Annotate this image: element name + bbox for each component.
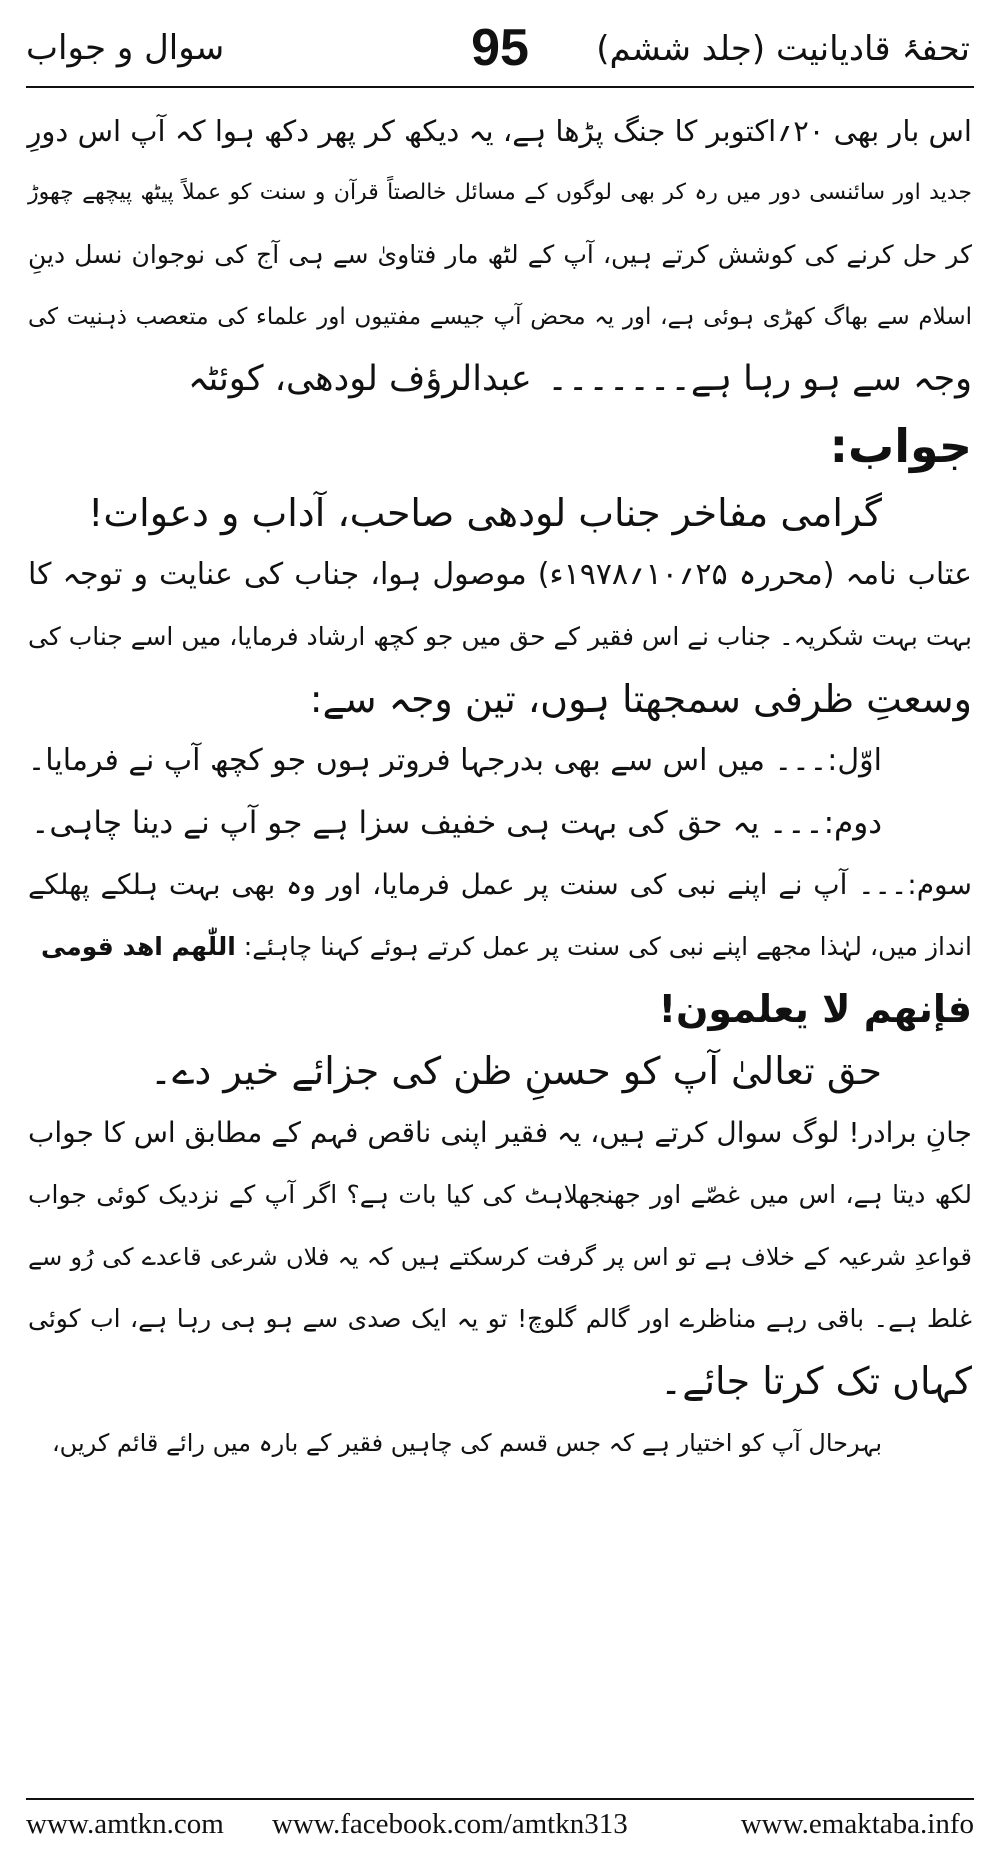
point-third-line xyxy=(28,916,972,978)
questioner-signature: عبدالرؤف لودھی، کوئٹہ xyxy=(188,359,532,399)
footer-link-amtkn[interactable]: www.amtkn.com xyxy=(26,1808,224,1840)
paragraph-line: قواعدِ شرعیہ کے خلاف ہے تو اس پر گرفت کرسکتے ہیں کہ یہ فلاں شرعی قاعدے کی رُو سے xyxy=(28,1243,972,1271)
paragraph-line: عتاب نامہ (محررہ ۲۵؍۱۰؍۱۹۷۸ء) موصول ہوا، جناب کی عنایت و توجہ کا xyxy=(28,557,972,592)
paragraph-line: لکھ دیتا ہے، اس میں غصّے اور جھنجھلاہٹ کی کیا بات ہے؟ اگر آپ کے نزدیک کوئی جواب xyxy=(28,1180,972,1209)
answer-heading: جواب: xyxy=(829,419,972,473)
question-line: کر حل کرنے کی کوشش کرتے ہیں، آپ کے لٹھ مار فتاویٰ سے ہی آج کی نوجوان نسل دینِ xyxy=(28,240,972,269)
arabic-dua: اللّٰھم اھد قومی xyxy=(40,932,236,961)
point-first: اوّل:۔۔۔ میں اس سے بھی بدرجہا فروتر ہوں جو کچھ آپ نے فرمایا۔ xyxy=(27,743,882,778)
question-line: اسلام سے بھاگ کھڑی ہوئی ہے، اور یہ محض آپ جیسے مفتیوں اور علماء کی متعصب ذہنیت کی xyxy=(28,304,972,330)
question-line: اس بار بھی ۲۰؍اکتوبر کا جنگ پڑھا ہے، یہ دیکھ کر پھر دکھ ہوا کہ آپ اس دورِ xyxy=(27,114,972,148)
paragraph-line: بہت بہت شکریہ۔ جناب نے اس فقیر کے حق میں جو کچھ ارشاد فرمایا، میں اسے جناب کی xyxy=(28,622,972,651)
footer-link-facebook[interactable]: www.facebook.com/amtkn313 xyxy=(272,1808,628,1840)
footer-divider xyxy=(26,1798,974,1800)
greeting-line: گرامی مفاخر جناب لودھی صاحب، آداب و دعوات! xyxy=(88,491,882,535)
arabic-dua-continued: فإنھم لا یعلمون! xyxy=(658,987,972,1031)
question-line: وجہ سے ہو رہا ہے۔۔۔۔۔۔۔ xyxy=(547,359,972,399)
paragraph-line: جانِ برادر! لوگ سوال کرتے ہیں، یہ فقیر اپنی ناقص فہم کے مطابق اس کا جواب xyxy=(28,1116,972,1149)
footer-link-emaktaba[interactable]: www.emaktaba.info xyxy=(740,1808,974,1840)
prayer-line: حق تعالیٰ آپ کو حسنِ ظن کی جزائے خیر دے۔ xyxy=(149,1049,882,1093)
point-third-text: انداز میں، لہٰذا مجھے اپنے نبی کی سنت پر عمل کرتے ہوئے کہنا چاہئے: xyxy=(243,932,972,961)
question-line: جدید اور سائنسی دور میں رہ کر بھی لوگوں کے مسائل خالصتاً قرآن و سنت کو عملاً پیٹھ پیچھے چھوڑ xyxy=(28,180,972,205)
closing-line: بہرحال آپ کو اختیار ہے کہ جس قسم کی چاہیں فقیر کے بارہ میں رائے قائم کریں، xyxy=(51,1429,882,1457)
question-last-line xyxy=(28,348,972,410)
page-number: 95 xyxy=(471,19,529,77)
point-second: دوم:۔۔۔ یہ حق کی بہت ہی خفیف سزا ہے جو آپ نے دینا چاہی۔ xyxy=(31,805,882,841)
paragraph-line: وسعتِ ظرفی سمجھتا ہوں، تین وجہ سے: xyxy=(309,677,972,721)
book-title: تحفۂ قادیانیت (جلد ششم) xyxy=(596,28,970,69)
page-body xyxy=(28,100,972,1474)
paragraph-line: کہاں تک کرتا جائے۔ xyxy=(659,1359,972,1403)
header-divider xyxy=(26,86,974,88)
point-third-line: سوم:۔۔۔ آپ نے اپنے نبی کی سنت پر عمل فرمایا، اور وہ بھی بہت ہلکے پھلکے xyxy=(28,868,972,901)
section-title: سوال و جواب xyxy=(26,28,225,68)
paragraph-line: غلط ہے۔ باقی رہے مناظرے اور گالم گلوچ! تو یہ ایک صدی سے ہو ہی رہا ہے، اب کوئی xyxy=(28,1304,972,1333)
